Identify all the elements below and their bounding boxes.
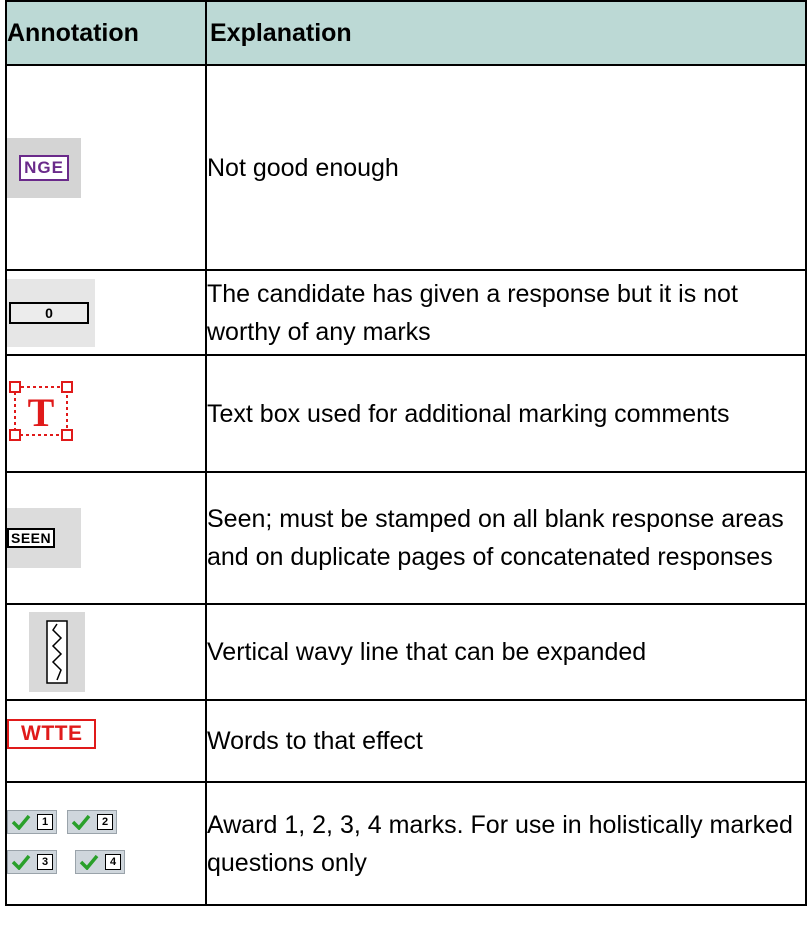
explanation-cell: Text box used for additional marking comments — [206, 355, 806, 472]
award-marks-icon — [7, 810, 123, 874]
explanation-cell: Seen; must be stamped on all blank response areas and on duplicate pages of concatenated responses — [206, 472, 806, 604]
annotation-cell — [6, 782, 206, 905]
annotation-cell — [6, 65, 206, 270]
explanation-cell: Words to that effect — [206, 700, 806, 782]
annotation-cell — [6, 700, 206, 782]
award-1-mark-number: 1 — [37, 814, 53, 830]
table-row — [6, 270, 806, 355]
explanation-cell: Award 1, 2, 3, 4 marks. For use in holistically marked questions only — [206, 782, 806, 905]
award-3-marks-icon — [7, 850, 57, 874]
annotation-cell — [6, 270, 206, 355]
award-2-marks-icon — [67, 810, 117, 834]
nge-stamp-text: NGE — [19, 155, 69, 181]
header-explanation: Explanation — [206, 1, 806, 65]
text-box-letter: T — [27, 390, 55, 435]
annotation-cell — [6, 604, 206, 700]
table-header-row — [6, 1, 806, 65]
award-3-marks-number: 3 — [37, 854, 53, 870]
annotation-table — [5, 0, 807, 906]
table-row — [6, 355, 806, 472]
explanation-cell: Vertical wavy line that can be expanded — [206, 604, 806, 700]
seen-stamp-text: SEEN — [7, 528, 55, 548]
award-4-marks-number: 4 — [105, 854, 121, 870]
vertical-wavy-line-icon — [29, 612, 85, 692]
text-box-icon — [7, 379, 77, 443]
table-row — [6, 700, 806, 782]
wtte-stamp-icon: WTTE — [7, 719, 96, 749]
header-annotation: Annotation — [6, 1, 206, 65]
zero-marks-text: 0 — [9, 302, 89, 324]
annotation-cell — [6, 355, 206, 472]
award-1-mark-icon — [7, 810, 57, 834]
zero-marks-icon — [7, 279, 95, 347]
award-4-marks-icon — [75, 850, 125, 874]
explanation-cell: The candidate has given a response but it is not worthy of any marks — [206, 270, 806, 355]
table-row — [6, 472, 806, 604]
annotation-cell — [6, 472, 206, 604]
award-2-marks-number: 2 — [97, 814, 113, 830]
explanation-cell: Not good enough — [206, 65, 806, 270]
nge-stamp-icon — [7, 138, 81, 198]
seen-stamp-icon — [7, 508, 81, 568]
table-row — [6, 604, 806, 700]
table-row — [6, 65, 806, 270]
table-row — [6, 782, 806, 905]
